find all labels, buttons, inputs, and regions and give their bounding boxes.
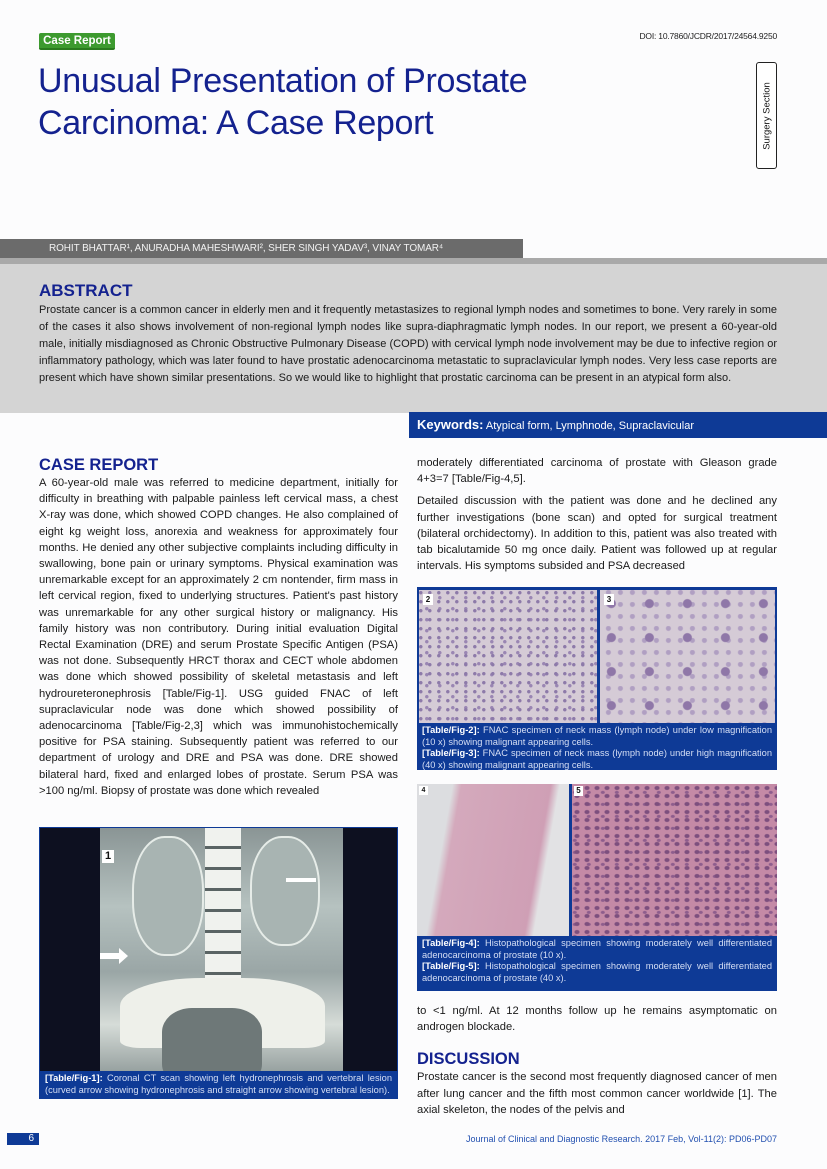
abstract-heading: ABSTRACT bbox=[39, 281, 133, 300]
figure-4-caption-text: Histopathological specimen showing moderately well differentiated adenocarcinoma of prostate (10 x). bbox=[422, 938, 772, 960]
case-report-paragraph-2: Detailed discussion with the patient was done and he declined any further investigations (bone scan) and opted for surgical treatment (bilateral orchidectomy). In addition to this, patient was also treated with tab bicalutamide 50 mg once daily. Patient was followed up at regular intervals. His symptoms subsided and PSA decreased bbox=[417, 495, 777, 573]
discussion-heading: DISCUSSION bbox=[417, 1050, 520, 1069]
doi-text[interactable]: DOI: 10.7860/JCDR/2017/24564.9250 bbox=[639, 31, 777, 41]
keywords-bar bbox=[409, 412, 827, 438]
spine-graphic bbox=[205, 828, 241, 988]
right-column-lower bbox=[417, 1003, 777, 1118]
figure-4-label[interactable]: [Table/Fig-4]: bbox=[422, 938, 480, 948]
case-report-paragraph-1: A 60-year-old male was referred to medicine department, initially for difficulty in breathing with palpable painless left cervical mass, a chest X-ray was done, which showed COPD changes. He also complained of eight kg weight loss, anorexia and weakness for approximately four months. He denied any other subjective complaints including difficulty in swallowing, bone pain or urinary symptoms. Physical examination was unremarkable except for an approximately 2 cm nontender, firm mass in left cervical region, fixed to underlying structures. Patient's past history was unremarkable for any other surgical history or malignancy. His family history was non contributory. During initial evaluation Digital Rectal Examination (DRE) and serum Prostate Specific Antigen (PSA) was not done. Subsequently HRCT thorax and CECT whole abdomen was done which showed possibility of skeletal metastasis and left hydroureteronephrosis [Table/Fig-1]. USG guided FNAC of left supraclavicular node was done which showed possibility of adenocarcinoma [Table/Fig-2,3] which was immunohistochemically positive for PSA staining. Subsequently patient was referred to our department of urology and DRE and PSA was done. DRE showed bilateral hard, fixed and enlarged lobes of prostate. Serum PSA was >100 ng/ml. Biopsy of prostate was done which revealed bbox=[39, 477, 398, 797]
figure-5-caption-text: Histopathological specimen showing moderately well differentiated adenocarcinoma of prostate (40 x). bbox=[422, 961, 772, 983]
case-report-paragraph-2-cont: to <1 ng/ml. At 12 months follow up he remains asymptomatic on androgen blockade. bbox=[417, 1005, 777, 1034]
figure-2-3-caption bbox=[417, 723, 777, 770]
case-report-heading: CASE REPORT bbox=[39, 456, 159, 474]
left-column bbox=[39, 455, 398, 799]
figure-2-label[interactable]: [Table/Fig-2]: bbox=[422, 725, 480, 735]
figure-1-caption bbox=[40, 1071, 397, 1098]
figure-5-label[interactable]: [Table/Fig-5]: bbox=[422, 961, 480, 971]
straight-arrow-icon bbox=[100, 953, 120, 959]
abstract-text: Prostate cancer is a common cancer in elderly men and it frequently metastasizes to regional lymph nodes and sometimes to bone. Very rarely in some of the cases it also shows involvement of non-regional lymph nodes like supra-diaphragmatic lymph nodes. In our report, we present a 60-year-old male, initially misdiagnosed as Chronic Obstructive Pulmonary Disease (COPD) with cervical lymph node involvement may be due to infective region or inflammatory pathology, which was later found to have prostatic adenocarcinoma metastatic to supraclavicular lymph nodes. Very less case reports are present which have shown similar presentations. So we would like to highlight that prostatic carcinoma can be present in an atypical form also. bbox=[39, 304, 777, 384]
figure-1 bbox=[39, 827, 398, 1099]
fnac-low-magnification-image bbox=[419, 590, 597, 723]
journal-footer[interactable]: Journal of Clinical and Diagnostic Research. 2017 Feb, Vol-11(2): PD06-PD07 bbox=[466, 1134, 777, 1144]
authors-bar: ROHIT BHATTAR¹, ANURADHA MAHESHWARI², SHER SINGH YADAV³, VINAY TOMAR⁴ bbox=[0, 239, 523, 258]
figure-1-caption-text: Coronal CT scan showing left hydronephrosis and vertebral lesion (curved arrow showing hydronephrosis and straight arrow showing vertebral lesion). bbox=[45, 1073, 392, 1095]
figure-number-1: 1 bbox=[102, 850, 114, 863]
title-line-2: Carcinoma: A Case Report bbox=[38, 104, 434, 142]
figure-number-2: 2 bbox=[423, 594, 433, 605]
article-type-badge: Case Report bbox=[39, 33, 115, 50]
keywords-label: Keywords: bbox=[417, 417, 484, 432]
figure-3-caption-text: FNAC specimen of neck mass (lymph node) under high magnification (40 x) showing malignant appearing cells. bbox=[422, 748, 772, 770]
right-column bbox=[417, 455, 777, 574]
histopathology-low-magnification-image bbox=[417, 784, 569, 936]
page-number: 6 bbox=[7, 1133, 39, 1145]
article-title bbox=[38, 60, 527, 144]
figure-2-3 bbox=[417, 587, 777, 770]
ct-scan-image bbox=[100, 828, 343, 1090]
figure-4-5-caption bbox=[417, 936, 777, 991]
title-line-1: Unusual Presentation of Prostate bbox=[38, 62, 528, 100]
figure-number-5: 5 bbox=[574, 786, 583, 796]
case-report-paragraph-1-cont: moderately differentiated carcinoma of prostate with Gleason grade 4+3=7 [Table/Fig-4,5]. bbox=[417, 457, 777, 486]
figure-4-5 bbox=[417, 784, 777, 991]
fnac-high-magnification-image bbox=[600, 590, 775, 723]
section-tab bbox=[756, 62, 777, 169]
figure-1-label[interactable]: [Table/Fig-1]: bbox=[45, 1073, 103, 1083]
curved-arrow-icon bbox=[286, 878, 316, 896]
histopathology-high-magnification-image bbox=[572, 784, 777, 936]
keywords-value: Atypical form, Lymphnode, Supraclavicular bbox=[483, 420, 694, 432]
figure-number-3: 3 bbox=[604, 594, 614, 605]
discussion-text: Prostate cancer is the second most frequently diagnosed cancer of men after lung cancer and the fifth most common cancer worldwide [1]. The axial skeleton, the nodes of the pelvis and bbox=[417, 1071, 777, 1116]
figure-number-4: 4 bbox=[419, 786, 428, 795]
figure-3-label[interactable]: [Table/Fig-3]: bbox=[422, 748, 480, 758]
section-tab-label: Surgery Section bbox=[761, 81, 772, 150]
abstract-box bbox=[0, 258, 827, 413]
figure-2-caption-text: FNAC specimen of neck mass (lymph node) under low magnification (10 x) showing malignant appearing cells. bbox=[422, 725, 772, 747]
